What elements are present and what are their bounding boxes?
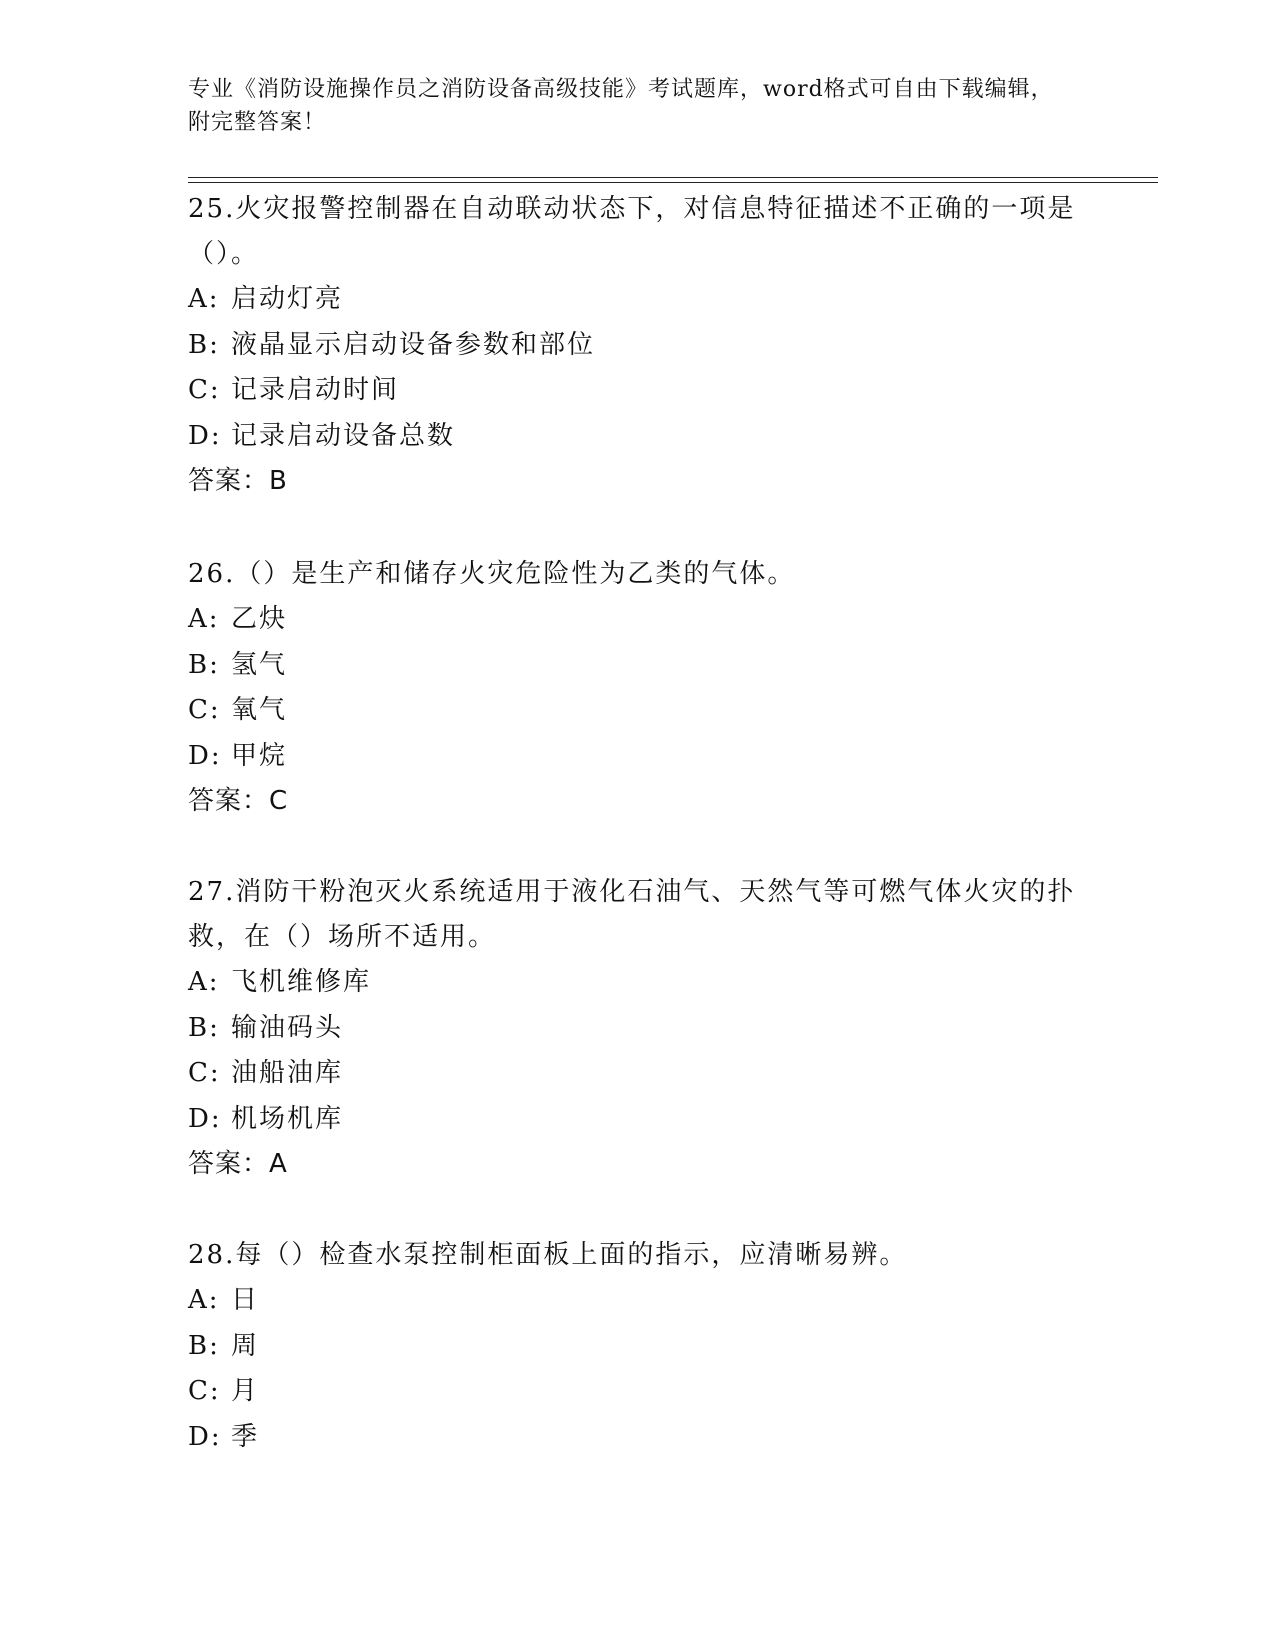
question-28 xyxy=(188,1233,1088,1460)
option-text: 油船油库 xyxy=(231,1058,344,1088)
option-text: 乙炔 xyxy=(231,604,288,634)
option-letter: A: xyxy=(188,604,220,634)
question-stem: 27.消防干粉泡灭火系统适用于液化石油气、天然气等可燃气体火灾的扑救，在（）场所不适用。 xyxy=(188,877,1076,952)
option-text: 液晶显示启动设备参数和部位 xyxy=(231,329,596,360)
question-26 xyxy=(188,552,1088,825)
option-b xyxy=(188,323,1088,369)
option-letter: B: xyxy=(188,1330,220,1361)
option-c xyxy=(188,688,1088,734)
option-letter: D: xyxy=(188,1421,222,1452)
option-letter: C: xyxy=(188,695,221,725)
option-d xyxy=(188,1097,1088,1143)
option-c xyxy=(188,368,1088,414)
option-text: 甲烷 xyxy=(231,740,288,771)
option-b xyxy=(188,1006,1088,1052)
option-b xyxy=(188,1324,1088,1370)
option-text: 记录启动时间 xyxy=(231,375,400,405)
option-a xyxy=(188,277,1088,323)
option-letter: C: xyxy=(188,1376,221,1406)
option-d xyxy=(188,1415,1088,1461)
option-letter: D: xyxy=(188,740,222,771)
option-text: 季 xyxy=(231,1421,260,1452)
option-d xyxy=(188,414,1088,460)
answer: 答案：C xyxy=(188,786,289,816)
option-text: 月 xyxy=(231,1376,260,1406)
option-c xyxy=(188,1051,1088,1097)
option-a xyxy=(188,597,1088,643)
option-text: 氢气 xyxy=(231,649,288,680)
option-c xyxy=(188,1369,1088,1415)
answer: 答案：A xyxy=(188,1149,288,1179)
option-text: 机场机库 xyxy=(231,1103,344,1134)
option-a xyxy=(188,1278,1088,1324)
question-stem: 25.火灾报警控制器在自动联动状态下，对信息特征描述不正确的一项是（）。 xyxy=(188,194,1076,269)
option-d xyxy=(188,734,1088,780)
question-25 xyxy=(188,187,1088,505)
option-text: 输油码头 xyxy=(231,1012,344,1043)
document-header: 专业《消防设施操作员之消防设备高级技能》考试题库，word格式可自由下载编辑，附完整答案！ xyxy=(188,77,1054,135)
option-letter: A: xyxy=(188,967,220,997)
option-text: 周 xyxy=(231,1330,260,1361)
option-letter: C: xyxy=(188,1058,221,1088)
option-letter: B: xyxy=(188,329,220,360)
answer: 答案：B xyxy=(188,466,288,496)
option-letter: C: xyxy=(188,375,221,405)
option-letter: B: xyxy=(188,1012,220,1043)
option-text: 记录启动设备总数 xyxy=(231,420,456,451)
question-27 xyxy=(188,870,1088,1188)
option-text: 飞机维修库 xyxy=(231,967,372,997)
option-letter: A: xyxy=(188,284,220,314)
option-text: 启动灯亮 xyxy=(231,284,344,314)
option-letter: D: xyxy=(188,1103,222,1134)
option-text: 氧气 xyxy=(231,695,288,725)
question-stem: 26.（）是生产和储存火灾危险性为乙类的气体。 xyxy=(188,559,796,589)
header-divider-bottom xyxy=(188,182,1158,183)
option-letter: D: xyxy=(188,420,222,451)
option-b xyxy=(188,643,1088,689)
option-letter: A: xyxy=(188,1285,220,1315)
question-stem: 28.每（）检查水泵控制柜面板上面的指示，应清晰易辨。 xyxy=(188,1240,908,1270)
option-text: 日 xyxy=(231,1285,260,1315)
option-a xyxy=(188,960,1088,1006)
option-letter: B: xyxy=(188,649,220,680)
header-divider-top xyxy=(188,177,1158,178)
